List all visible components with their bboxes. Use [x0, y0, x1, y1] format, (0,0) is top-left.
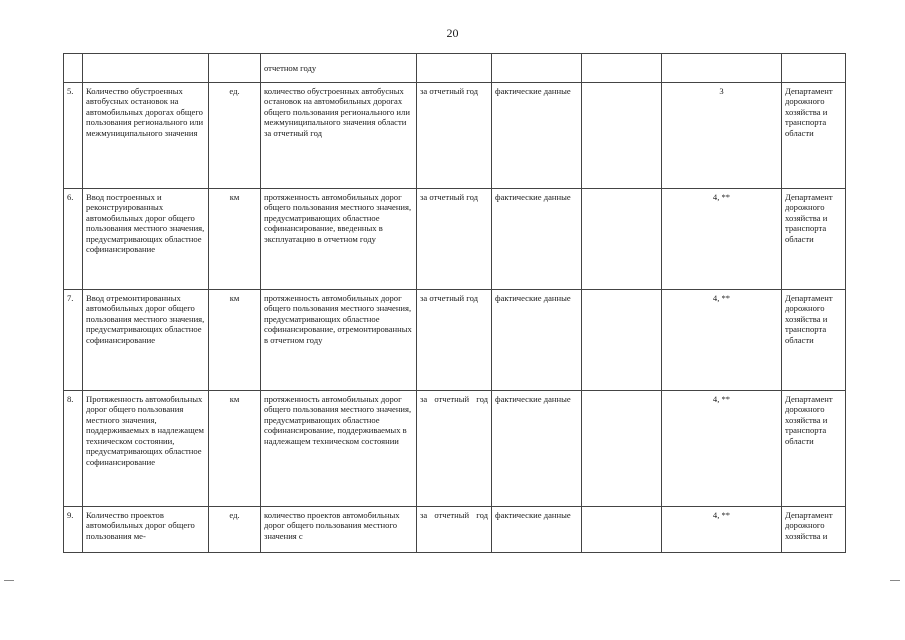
cell-num: 6.: [64, 189, 83, 290]
cell-period: за отчетный год: [417, 507, 492, 553]
cell-indicator: Протяженность автомобильных дорог общего пользования местного значения, поддерживаемых в надлежащем техническом состоянии, предусматривающих областное софинансирование: [83, 391, 209, 507]
cell-responsible: Департамент дорожного хозяйства и транспорта области: [782, 83, 846, 189]
cell-unit: км: [209, 189, 261, 290]
cell-responsible: Департамент дорожного хозяйства и транспорта области: [782, 290, 846, 391]
cell-description: количество проектов автомобильных дорог общего пользования местного значения с: [261, 507, 417, 553]
cell-num: [64, 54, 83, 83]
cell-indicator: Ввод построенных и реконструированных автомобильных дорог общего пользования местного значения, предусматривающих областное софинансирование: [83, 189, 209, 290]
scan-edge-mark-right: [890, 580, 900, 581]
scan-edge-mark-left: [4, 580, 14, 581]
cell-description: количество обустроенных автобусных остановок на автомобильных дорогах общего пользования регионального или межмуниципального значения области за отчетный год: [261, 83, 417, 189]
cell-extra: [582, 507, 662, 553]
cell-source: [492, 54, 582, 83]
cell-indicator: [83, 54, 209, 83]
cell-value: 4, **: [662, 507, 782, 553]
table-row: [64, 83, 846, 189]
cell-period: [417, 54, 492, 83]
cell-num: 5.: [64, 83, 83, 189]
cell-num: 7.: [64, 290, 83, 391]
table-row: [64, 391, 846, 507]
cell-indicator: Количество проектов автомобильных дорог общего пользования ме-: [83, 507, 209, 553]
cell-responsible: Департамент дорожного хозяйства и транспорта области: [782, 189, 846, 290]
cell-extra: [582, 189, 662, 290]
cell-source: фактические данные: [492, 189, 582, 290]
cell-responsible: [782, 54, 846, 83]
cell-description: протяженность автомобильных дорог общего пользования местного значения, предусматривающих областное софинансирование, отремонтированных в отчетном году: [261, 290, 417, 391]
cell-source: фактические данные: [492, 391, 582, 507]
cell-value: 4, **: [662, 391, 782, 507]
page-number: 20: [446, 26, 459, 40]
cell-period: за отчетный год: [417, 290, 492, 391]
cell-num: 9.: [64, 507, 83, 553]
cell-indicator: Количество обустроенных автобусных остановок на автомобильных дорогах общего пользования регионального или межмуниципального значения: [83, 83, 209, 189]
table-row: [64, 507, 846, 553]
cell-description: протяженность автомобильных дорог общего пользования местного значения, предусматривающих областное софинансирование, поддерживаемых в надлежащем техническом состоянии: [261, 391, 417, 507]
cell-extra: [582, 391, 662, 507]
cell-extra: [582, 83, 662, 189]
table-row-continued: [64, 54, 846, 83]
cell-period: за отчетный год: [417, 83, 492, 189]
cell-period: за отчетный год: [417, 391, 492, 507]
cell-extra: [582, 290, 662, 391]
cell-num: 8.: [64, 391, 83, 507]
cell-extra: [582, 54, 662, 83]
cell-unit: км: [209, 391, 261, 507]
indicators-table: [63, 53, 846, 553]
cell-unit: ед.: [209, 507, 261, 553]
cell-indicator: Ввод отремонтированных автомобильных дорог общего пользования местного значения, предусматривающих областное софинансирование: [83, 290, 209, 391]
cell-value: 4, **: [662, 290, 782, 391]
cell-period: за отчетный год: [417, 189, 492, 290]
cell-responsible: Департамент дорожного хозяйства и транспорта области: [782, 391, 846, 507]
cell-unit: [209, 54, 261, 83]
cell-source: фактические данные: [492, 507, 582, 553]
cell-source: фактические данные: [492, 290, 582, 391]
table-row: [64, 189, 846, 290]
cell-unit: ед.: [209, 83, 261, 189]
cell-source: фактические данные: [492, 83, 582, 189]
cell-value: [662, 54, 782, 83]
cell-value: 3: [662, 83, 782, 189]
cell-description: протяженность автомобильных дорог общего пользования местного значения, предусматривающих областное софинансирование, введенных в эксплуатацию в отчетном году: [261, 189, 417, 290]
cell-description: отчетном году: [261, 54, 417, 83]
cell-value: 4, **: [662, 189, 782, 290]
cell-responsible: Департамент дорожного хозяйства и: [782, 507, 846, 553]
cell-unit: км: [209, 290, 261, 391]
table-row: [64, 290, 846, 391]
